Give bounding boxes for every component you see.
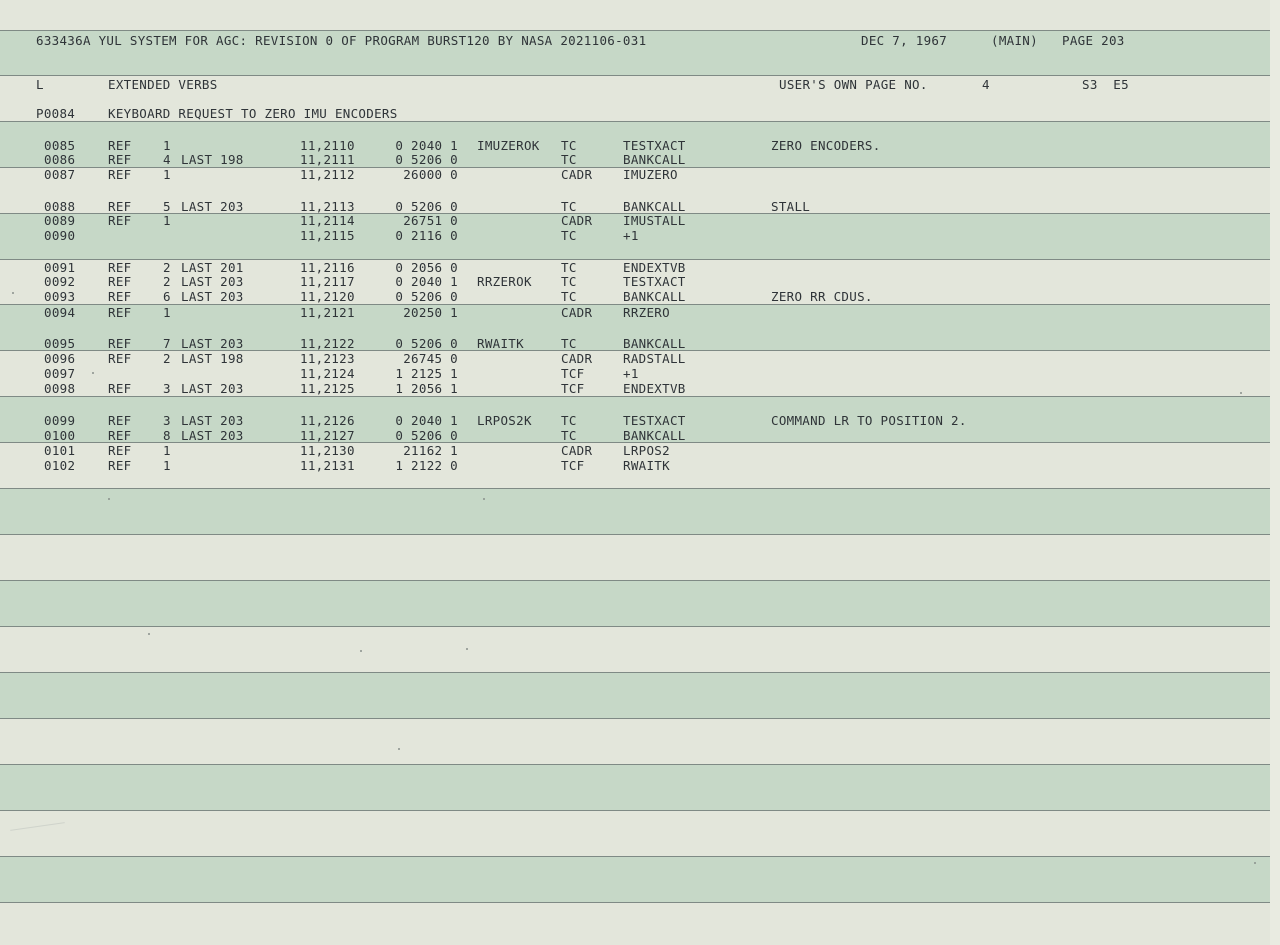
line-addr: 11,2130 <box>300 443 355 458</box>
line-ref: REF <box>108 274 132 289</box>
listing-section: (MAIN) <box>991 33 1038 48</box>
line-code: 1 2056 1 <box>395 381 458 396</box>
line-operand: BANKCALL <box>623 336 686 351</box>
line-refn: 8 <box>163 428 171 443</box>
line-addr: 11,2120 <box>300 289 355 304</box>
line-label: RWAITK <box>477 336 524 351</box>
line-addr: 11,2122 <box>300 336 355 351</box>
line-last: LAST 198 <box>181 152 244 167</box>
section-number: P0084 <box>36 106 76 121</box>
line-ref: REF <box>108 443 132 458</box>
line-seq: 0102 <box>44 458 76 473</box>
line-comment: STALL <box>771 199 811 214</box>
line-code: 0 2040 1 <box>395 138 458 153</box>
line-operand: ENDEXTVB <box>623 260 686 275</box>
line-operand: RADSTALL <box>623 351 686 366</box>
line-refn: 4 <box>163 152 171 167</box>
line-op: TCF <box>561 458 585 473</box>
line-last: LAST 203 <box>181 336 244 351</box>
line-operand: +1 <box>623 366 639 381</box>
line-seq: 0092 <box>44 274 76 289</box>
line-op: CADR <box>561 351 593 366</box>
line-operand: TESTXACT <box>623 274 686 289</box>
line-op: TC <box>561 260 577 275</box>
line-seq: 0093 <box>44 289 76 304</box>
line-operand: IMUZERO <box>623 167 678 182</box>
line-code: 0 2040 1 <box>395 413 458 428</box>
line-addr: 11,2117 <box>300 274 355 289</box>
line-addr: 11,2126 <box>300 413 355 428</box>
line-operand: BANKCALL <box>623 199 686 214</box>
line-seq: 0097 <box>44 366 76 381</box>
line-last: LAST 198 <box>181 351 244 366</box>
line-addr: 11,2110 <box>300 138 355 153</box>
line-seq: 0096 <box>44 351 76 366</box>
listing-header: 633436A YUL SYSTEM FOR AGC: REVISION 0 OF PROGRAM BURST120 BY NASA 2021106-031 <box>36 33 647 48</box>
users-page-label: USER'S OWN PAGE NO. <box>779 77 928 92</box>
line-code: 0 5206 0 <box>395 152 458 167</box>
line-refn: 1 <box>163 167 171 182</box>
line-refn: 1 <box>163 443 171 458</box>
line-ref: REF <box>108 167 132 182</box>
line-refn: 1 <box>163 305 171 320</box>
line-ref: REF <box>108 260 132 275</box>
line-op: TC <box>561 199 577 214</box>
line-op: TCF <box>561 381 585 396</box>
line-op: TC <box>561 289 577 304</box>
line-comment: COMMAND LR TO POSITION 2. <box>771 413 967 428</box>
line-seq: 0094 <box>44 305 76 320</box>
listing-page: PAGE 203 <box>1062 33 1125 48</box>
line-addr: 11,2114 <box>300 213 355 228</box>
line-operand: IMUSTALL <box>623 213 686 228</box>
line-addr: 11,2121 <box>300 305 355 320</box>
line-ref: REF <box>108 413 132 428</box>
line-operand: BANKCALL <box>623 289 686 304</box>
line-seq: 0095 <box>44 336 76 351</box>
log-title: EXTENDED VERBS <box>108 77 218 92</box>
line-operand: BANKCALL <box>623 428 686 443</box>
line-op: TC <box>561 336 577 351</box>
line-label: RRZEROK <box>477 274 532 289</box>
log-code: L <box>36 77 44 92</box>
line-seq: 0085 <box>44 138 76 153</box>
line-addr: 11,2116 <box>300 260 355 275</box>
line-last: LAST 203 <box>181 381 244 396</box>
line-ref: REF <box>108 289 132 304</box>
line-refn: 2 <box>163 351 171 366</box>
line-last: LAST 201 <box>181 260 244 275</box>
line-operand: RWAITK <box>623 458 670 473</box>
line-code: 0 5206 0 <box>395 428 458 443</box>
line-ref: REF <box>108 152 132 167</box>
line-code: 0 5206 0 <box>395 199 458 214</box>
line-op: CADR <box>561 443 593 458</box>
line-ref: REF <box>108 428 132 443</box>
line-addr: 11,2124 <box>300 366 355 381</box>
line-seq: 0100 <box>44 428 76 443</box>
line-op: CADR <box>561 305 593 320</box>
line-refn: 3 <box>163 413 171 428</box>
line-last: LAST 203 <box>181 199 244 214</box>
line-addr: 11,2125 <box>300 381 355 396</box>
line-refn: 5 <box>163 199 171 214</box>
line-label: IMUZEROK <box>477 138 540 153</box>
line-seq: 0087 <box>44 167 76 182</box>
line-ref: REF <box>108 351 132 366</box>
line-operand: BANKCALL <box>623 152 686 167</box>
line-op: TC <box>561 274 577 289</box>
users-page-number: 4 <box>982 77 990 92</box>
line-label: LRPOS2K <box>477 413 532 428</box>
line-seq: 0090 <box>44 228 76 243</box>
line-addr: 11,2123 <box>300 351 355 366</box>
line-refn: 6 <box>163 289 171 304</box>
line-operand: TESTXACT <box>623 138 686 153</box>
line-addr: 11,2111 <box>300 152 355 167</box>
line-last: LAST 203 <box>181 289 244 304</box>
line-ref: REF <box>108 199 132 214</box>
line-ref: REF <box>108 138 132 153</box>
line-refn: 1 <box>163 458 171 473</box>
line-refn: 2 <box>163 260 171 275</box>
line-seq: 0086 <box>44 152 76 167</box>
line-seq: 0089 <box>44 213 76 228</box>
line-code: 21162 1 <box>403 443 458 458</box>
line-addr: 11,2127 <box>300 428 355 443</box>
line-code: 26745 0 <box>403 351 458 366</box>
sheet-codes: S3 E5 <box>1082 77 1129 92</box>
line-seq: 0088 <box>44 199 76 214</box>
line-seq: 0099 <box>44 413 76 428</box>
listing-date: DEC 7, 1967 <box>861 33 948 48</box>
line-op: TC <box>561 228 577 243</box>
line-last: LAST 203 <box>181 274 244 289</box>
line-code: 0 5206 0 <box>395 336 458 351</box>
line-refn: 1 <box>163 138 171 153</box>
line-code: 26000 0 <box>403 167 458 182</box>
line-op: TC <box>561 413 577 428</box>
line-op: TC <box>561 152 577 167</box>
line-op: CADR <box>561 213 593 228</box>
line-op: TCF <box>561 366 585 381</box>
line-op: CADR <box>561 167 593 182</box>
line-last: LAST 203 <box>181 413 244 428</box>
line-comment: ZERO ENCODERS. <box>771 138 881 153</box>
line-code: 1 2122 0 <box>395 458 458 473</box>
line-op: TC <box>561 138 577 153</box>
line-code: 0 2056 0 <box>395 260 458 275</box>
line-seq: 0098 <box>44 381 76 396</box>
line-op: TC <box>561 428 577 443</box>
line-seq: 0091 <box>44 260 76 275</box>
line-operand: ENDEXTVB <box>623 381 686 396</box>
line-refn: 2 <box>163 274 171 289</box>
line-ref: REF <box>108 305 132 320</box>
line-refn: 3 <box>163 381 171 396</box>
line-seq: 0101 <box>44 443 76 458</box>
line-code: 20250 1 <box>403 305 458 320</box>
line-operand: LRPOS2 <box>623 443 670 458</box>
line-operand: +1 <box>623 228 639 243</box>
line-code: 1 2125 1 <box>395 366 458 381</box>
line-comment: ZERO RR CDUS. <box>771 289 873 304</box>
line-addr: 11,2112 <box>300 167 355 182</box>
line-code: 26751 0 <box>403 213 458 228</box>
line-addr: 11,2131 <box>300 458 355 473</box>
line-ref: REF <box>108 336 132 351</box>
line-last: LAST 203 <box>181 428 244 443</box>
line-operand: RRZERO <box>623 305 670 320</box>
line-refn: 1 <box>163 213 171 228</box>
line-code: 0 5206 0 <box>395 289 458 304</box>
line-operand: TESTXACT <box>623 413 686 428</box>
line-code: 0 2116 0 <box>395 228 458 243</box>
line-ref: REF <box>108 381 132 396</box>
section-title: KEYBOARD REQUEST TO ZERO IMU ENCODERS <box>108 106 398 121</box>
line-ref: REF <box>108 458 132 473</box>
line-code: 0 2040 1 <box>395 274 458 289</box>
line-ref: REF <box>108 213 132 228</box>
line-addr: 11,2113 <box>300 199 355 214</box>
line-refn: 7 <box>163 336 171 351</box>
line-addr: 11,2115 <box>300 228 355 243</box>
